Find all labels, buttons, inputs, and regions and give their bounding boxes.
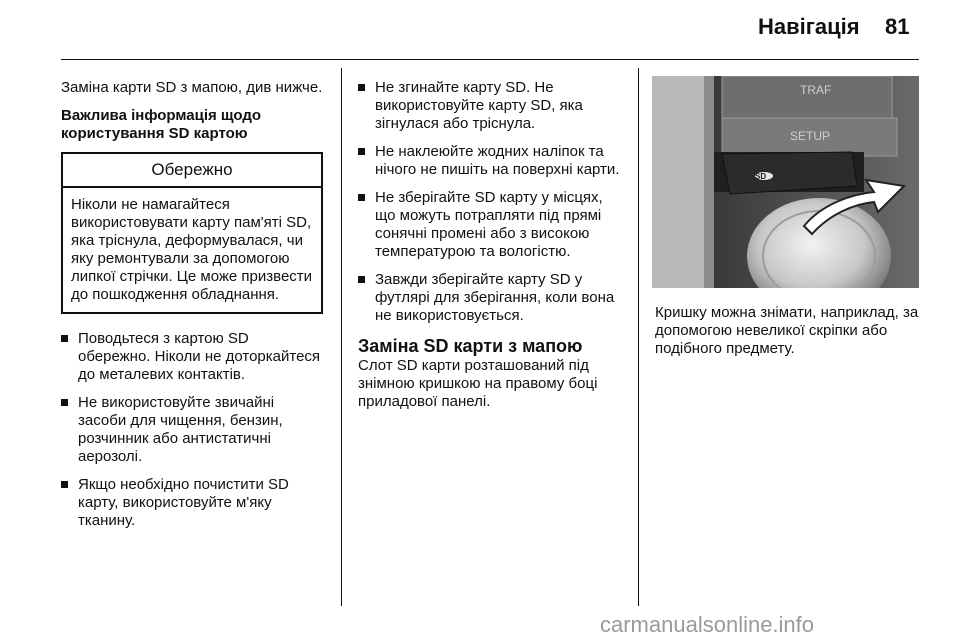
bullet-icon	[61, 481, 68, 488]
list-item: Не наклеюйте жодних наліпок та нічого не пишіть на поверхні карти.	[358, 143, 623, 179]
header-divider	[61, 59, 919, 60]
middle-bullet-list	[358, 79, 623, 325]
list-item: Завжди зберігайте карту SD у футлярі для зберігання, коли вона не використовується.	[358, 271, 623, 325]
caution-title: Обережно	[63, 154, 321, 188]
bullet-icon	[61, 399, 68, 406]
figure-caption: Кришку можна знімати, наприклад, за допомогою невеликої скріпки або подібного предмету.	[655, 304, 919, 357]
bullet-icon	[358, 276, 365, 283]
bullet-icon	[358, 84, 365, 91]
column-divider-left	[341, 68, 342, 606]
page-header-title: Навігація	[758, 14, 860, 39]
bullet-icon	[358, 194, 365, 201]
section-text: Слот SD карти розташований під знімною кришкою на правому боці приладової панелі.	[358, 357, 598, 410]
column-divider-right	[638, 68, 639, 606]
list-item: Не зберігайте SD карту у місцях, що можуть потрапляти під прямі сонячні промені або з високою температурою та вологістю.	[358, 189, 623, 261]
sd-slot-illustration	[652, 76, 919, 288]
list-item: Не згинайте карту SD. Не використовуйте карту SD, яка зігнулася або тріснула.	[358, 79, 623, 133]
list-item: Не використовуйте звичайні засоби для чищення, бензин, розчинник або антистатичні аерозолі.	[61, 394, 323, 466]
list-item: Поводьтеся з картою SD обережно. Ніколи не доторкайтеся до металевих контактів.	[61, 330, 323, 384]
svg-text:SD: SD	[755, 172, 767, 181]
list-item: Якщо необхідно почистити SD карту, використовуйте м'яку тканину.	[61, 476, 323, 530]
section-title: Заміна SD карти з мапою	[358, 336, 583, 356]
caution-box	[61, 152, 323, 314]
middle-column	[358, 79, 623, 411]
right-column	[655, 304, 920, 358]
sd-slot-figure	[652, 76, 919, 288]
bullet-icon	[358, 148, 365, 155]
caution-text: Ніколи не намагайтеся використовувати карту пам'яті SD, яка тріснула, деформувалася, чи яку ремонтували за допомогою липкої стрічки. Це може призвести до пошкодження обладнання.	[71, 196, 313, 303]
left-bullet-list	[61, 330, 323, 530]
intro-text: Заміна карти SD з мапою, див нижче.	[61, 79, 323, 96]
info-heading: Важлива інформація щодо користування SD картою	[61, 107, 262, 142]
footer-watermark: carmanualsonline.info	[600, 612, 815, 637]
page-number: 81	[885, 14, 910, 39]
svg-text:TRAF: TRAF	[800, 83, 832, 97]
bullet-icon	[61, 335, 68, 342]
left-column	[61, 79, 323, 540]
svg-text:SETUP: SETUP	[790, 129, 831, 143]
